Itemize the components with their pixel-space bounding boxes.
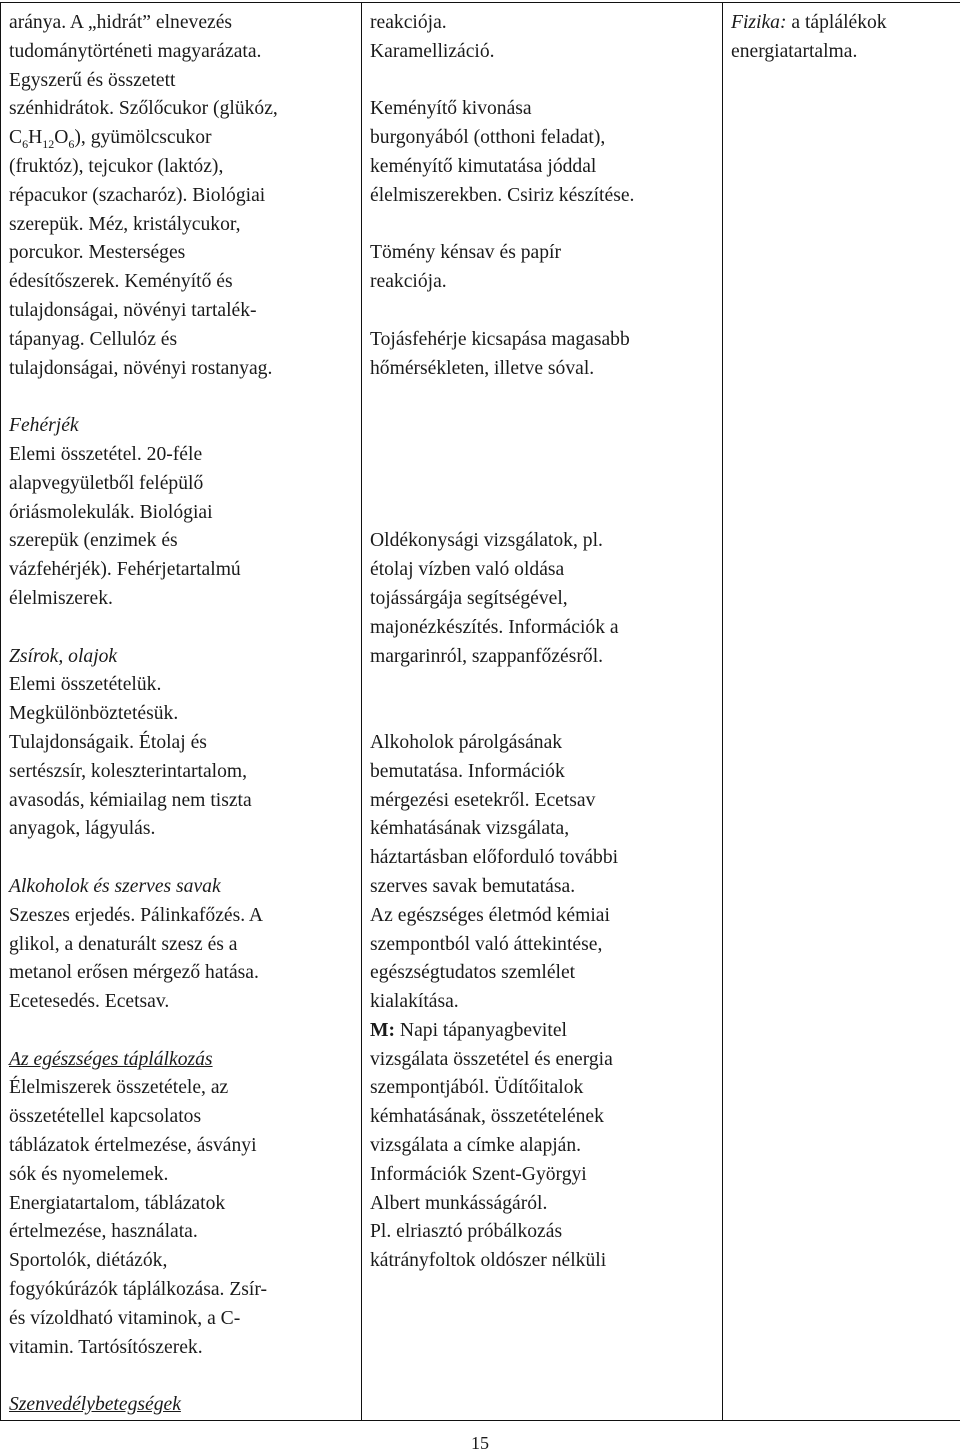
table-row (1, 3, 960, 1421)
proteins-heading: Fehérjék (9, 415, 79, 437)
alcohols-heading: Alkoholok és szerves savak (9, 875, 221, 897)
page-number: 15 (471, 1433, 489, 1453)
activity-alcohols: Alkoholok párolgásának bemutatása. Információk mérgezési esetekről. Ecetsav kémhatásának vizsgálata, háztartásban előforduló további szerves savak bemutatása. (370, 731, 619, 897)
text-span: Napi tápanyagbevitel (395, 1019, 567, 1041)
activities-column (362, 3, 723, 1421)
nutrition-text: Élelmiszerek összetétele, az összetétellel kapcsolatos táblázatok értelmezése, ásványi sók és nyomelemek. Energiatartalom, táblázatok értelmezése, használata. Sportolók, diétázók, fogyókúrázók táplálkozása. Zsír- és vízoldható vitaminok, a C- vitamin. Tartósítószerek. (9, 1077, 268, 1358)
content-column (1, 3, 362, 1421)
physics-connection (731, 9, 960, 67)
text-span: (fruktóz), tejcukor (laktóz), répacukor (szacharóz). Biológiai szerepük. Méz, kristálycukor, porcukor. Mesterséges édesítőszerek. Keményítő és tulajdonságai, növényi tartalék- tápanyag. Cellulóz és tulajdonságai, növényi rostanyag. (9, 155, 273, 379)
activity-egg-white: Tojásfehérje kicsapása magasabb hőmérsékleten, illetve sóval. (370, 328, 630, 379)
text-span: aránya. A „hidrát” elnevezés tudománytörténeti magyarázata. Egyszerű és összetett szénhidrátok. Szőlőcukor (glükóz, (9, 12, 278, 120)
activity-healthy-lifestyle: Az egészséges életmód kémiai szempontból való áttekintése, egészségtudatos szemlélet kialakítása. (370, 904, 610, 1013)
activity-nutrient-intake (370, 1017, 714, 1276)
alcohols-text: Szeszes erjedés. Pálinkafőzés. A glikol, a denaturált szesz és a metanol erősen mérgező hatása. Ecetesedés. Ecetsav. (9, 904, 264, 1013)
formula-line: $C_6H_{12}O_6$), gyümölcscukor (9, 127, 212, 152)
fats-text: Elemi összetételük. Megkülönböztetésük. Tulajdonságaik. Étolaj és sertészsír, koleszterintartalom, avasodás, kémiailag nem tiszta anyagok, lágyulás. (9, 674, 252, 840)
connections-column (723, 3, 960, 1421)
nutrition-heading: Az egészséges táplálkozás (9, 1048, 213, 1070)
m-label: M: (370, 1019, 396, 1041)
activity-starch: Keményítő kivonása burgonyából (otthoni feladat), keményítő kimutatása jóddal élelmiszerekben. Csiriz készítése. (370, 98, 635, 206)
activity-sulfuric-acid: Tömény kénsav és papír reakciója. (370, 242, 561, 293)
text-span: vizsgálata összetétel és energia szempontjából. Üdítőitalok kémhatásának, összetételének vizsgálata a címke alapján. Információk Szent-Györgyi Albert munkásságáról. Pl. elriasztó próbálkozás kátrányfoltok oldószer nélküli (370, 1048, 613, 1272)
carbohydrates-text (9, 9, 353, 383)
subject-label: Fizika: (731, 12, 787, 33)
content-table (0, 2, 960, 1421)
text-span: energiatartalma. (731, 40, 858, 62)
activity-solubility: Oldékonysági vizsgálatok, pl. étolaj vízben való oldása tojássárgája segítségével, majonézkészítés. Információk a margarinról, szappanfőzésről. (370, 530, 619, 667)
fats-heading: Zsírok, olajok (9, 645, 118, 667)
text-span: a táplálékok (786, 12, 887, 33)
proteins-text: Elemi összetétel. 20-féle alapvegyületből felépülő óriásmolekulák. Biológiai szerepük (enzimek és vázfehérjék). Fehérjetartalmú élelmiszerek. (9, 443, 241, 609)
addiction-heading: Szenvedélybetegségek (9, 1394, 181, 1416)
activity-caramelization: reakciója. Karamellizáció. (370, 12, 495, 62)
